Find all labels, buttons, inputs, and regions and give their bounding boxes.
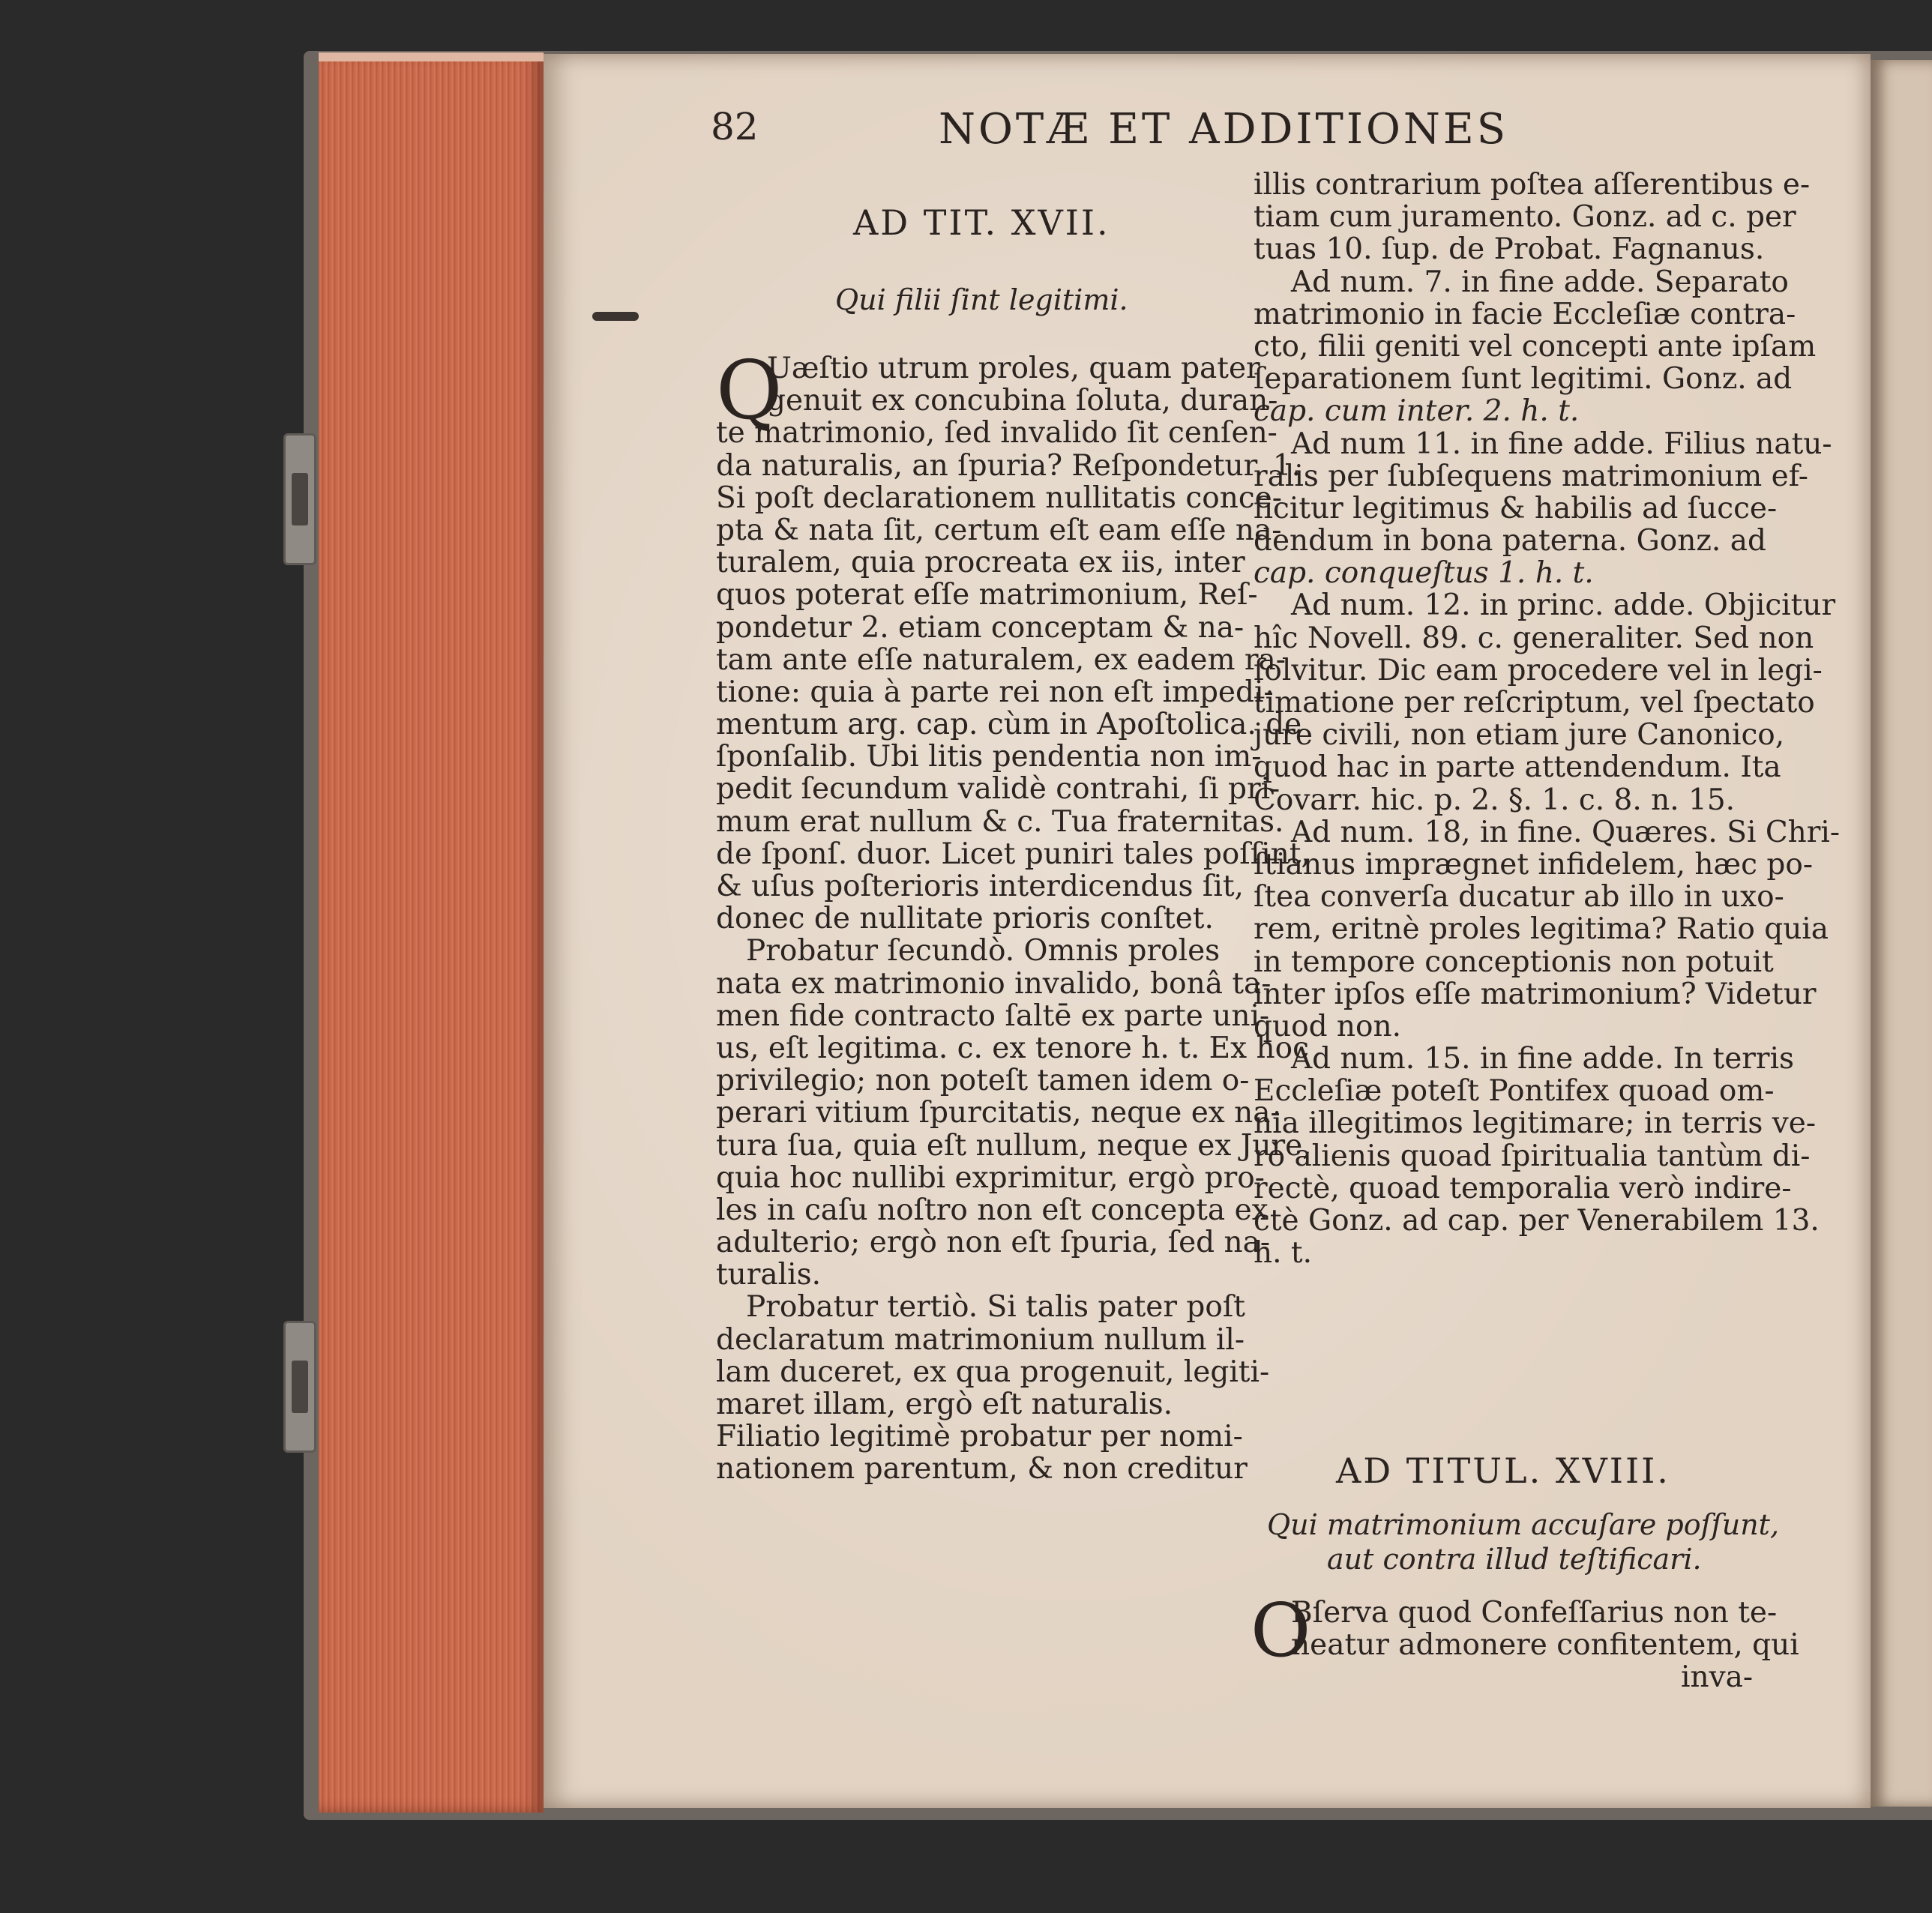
text-line: Covarr. hic. p. 2. §. 1. c. 8. n. 15. <box>1254 783 1736 817</box>
lower-clasp <box>283 1321 316 1453</box>
text-line: maret illam, ergò eſt naturalis. <box>716 1388 1173 1421</box>
text-line: Ad num. 18, in fine. Quæres. Si Chri- <box>1291 815 1841 849</box>
section-title-xvii: AD TIT. XVII. <box>853 202 1110 243</box>
text-line: tura ſua, quia eſt nullum, neque ex Jure, <box>716 1128 1312 1163</box>
text-line: mum erat nullum & c. Tua fraternitas. <box>716 804 1284 839</box>
text-line: te matrimonio, ſed invalido ſit cenſen- <box>716 416 1278 451</box>
section-subtitle-xvii: Qui filii ſint legitimi. <box>835 283 1128 316</box>
dropcap-q: Q <box>716 344 783 438</box>
text-line: h. t. <box>1254 1236 1312 1271</box>
text-line: Ad num. 15. in fine adde. In terris <box>1291 1042 1795 1076</box>
text-line: inter ipſos eſſe matrimonium? Videtur <box>1254 977 1817 1011</box>
text-line: cap. conqueſtus 1. h. t. <box>1254 556 1594 591</box>
page-number: 82 <box>711 105 759 148</box>
text-line: nia illegitimos legitimare; in terris ve- <box>1254 1106 1817 1141</box>
text-line: Si poſt declarationem nullitatis conce- <box>716 480 1282 515</box>
section-title-xviii: AD TITUL. XVIII. <box>1336 1450 1670 1491</box>
text-line: quod hac in parte attendendum. Ita <box>1254 750 1781 785</box>
text-line: ctè Gonz. ad cap. per Venerabilem 13. <box>1254 1204 1820 1238</box>
text-line: perari vitium ſpurcitatis, neque ex na- <box>716 1096 1281 1130</box>
text-line: ficitur legitimus & habilis ad ſucce- <box>1254 491 1778 525</box>
text-line: turalem, quia procreata ex iis, inter <box>716 546 1245 580</box>
text-line: jure civili, non etiam jure Canonico, <box>1254 718 1785 753</box>
text-line: turalis. <box>716 1258 822 1292</box>
text-line: quod non. <box>1254 1009 1402 1043</box>
section-subtitle-xviii-line2: aut contra illud teſtificari. <box>1327 1543 1702 1576</box>
text-line: declaratum matrimonium nullum il- <box>716 1322 1245 1357</box>
text-line: Eccleſiæ poteſt Pontifex quoad om- <box>1254 1074 1775 1109</box>
text-line: us, eſt legitima. c. ex tenore h. t. Ex hoc <box>716 1031 1309 1065</box>
text-line: pondetur 2. etiam conceptam & na- <box>716 610 1245 645</box>
text-line: mentum arg. cap. cùm in Apoſtolica. de <box>716 708 1302 742</box>
text-line: hîc Novell. 89. c. generaliter. Sed non <box>1254 621 1814 655</box>
text-line: nata ex matrimonio invalido, bonâ ta- <box>716 966 1272 1001</box>
text-line: tiam cum juramento. Gonz. ad c. per <box>1254 200 1796 235</box>
dropcap-o: O <box>1251 1588 1311 1674</box>
text-line: Probatur tertiò. Si talis pater poſt <box>746 1290 1245 1325</box>
text-line: ſtianus imprægnet infidelem, hæc po- <box>1254 847 1814 882</box>
text-line: lam duceret, ex qua progenuit, legiti- <box>716 1355 1270 1389</box>
text-line: privilegio; non poteſt tamen idem o- <box>716 1064 1250 1098</box>
text-line: Bſerva quod Confeſſarius non te- <box>1291 1596 1778 1630</box>
text-line: matrimonio in facie Eccleſiæ contra- <box>1254 297 1796 331</box>
ink-mark <box>592 312 639 321</box>
text-line: tione: quia à parte rei non eſt impedi- <box>716 675 1274 709</box>
running-head: NOTÆ ET ADDITIONES <box>939 105 1509 154</box>
text-line: Ad num. 7. in fine adde. Separato <box>1291 265 1789 299</box>
text-line: Probatur ſecundò. Omnis proles <box>746 934 1221 968</box>
upper-clasp <box>283 433 316 565</box>
text-line: Ad num. 12. in princ. adde. Objicitur <box>1291 588 1836 623</box>
text-line: timatione per reſcriptum, vel ſpectato <box>1254 686 1815 720</box>
text-line: da naturalis, an ſpuria? Reſpondetur. 1. <box>716 448 1301 483</box>
text-line: Filiatio legitimè probatur per nomi- <box>716 1420 1243 1454</box>
text-line: Ad num 11. in fine adde. Filius natu- <box>1291 427 1832 461</box>
text-line: nationem parentum, & non creditur <box>716 1452 1248 1486</box>
text-line: cap. cum inter. 2. h. t. <box>1254 394 1580 429</box>
left-column <box>716 344 1312 1486</box>
section-subtitle-xviii-line1: Qui matrimonium accuſare poſſunt, <box>1267 1508 1780 1541</box>
text-line: quia hoc nullibi exprimitur, ergò pro- <box>716 1160 1265 1195</box>
text-line: genuit ex concubina ſoluta, duran- <box>767 384 1278 418</box>
text-line: tuas 10. ſup. de Probat. Fagnanus. <box>1254 232 1765 267</box>
right-column-bottom <box>1291 1596 1799 1695</box>
text-line: cto, filii geniti vel concepti ante ipſam <box>1254 329 1817 364</box>
text-line: rem, eritnè proles legitima? Ratio quia <box>1254 912 1829 947</box>
text-line: quos poterat eſſe matrimonium, Reſ- <box>716 578 1258 612</box>
text-line: Uæſtio utrum proles, quam pater <box>767 352 1260 385</box>
text-line: adulterio; ergò non eſt ſpuria, ſed na- <box>716 1226 1271 1260</box>
text-line: ſolvitur. Dic eam procedere vel in legi- <box>1254 653 1823 687</box>
text-line: pedit ſecundum validè contrahi, ſi pri- <box>716 772 1281 807</box>
text-line: ſponſalib. Ubi litis pendentia non im- <box>716 740 1262 774</box>
page-block-top <box>319 52 544 61</box>
text-line: rectè, quoad temporalia verò indire- <box>1254 1171 1792 1205</box>
text-line: ralis per ſubſequens matrimonium ef- <box>1254 459 1808 493</box>
text-line: tam ante eſſe naturalem, ex eadem ra- <box>716 642 1286 677</box>
text-line: rò alienis quoad ſpiritualia tantùm di- <box>1254 1139 1811 1173</box>
text-line: neatur admonere confitentem, qui <box>1291 1628 1799 1663</box>
text-line: ſeparationem ſunt legitimi. Gonz. ad <box>1254 362 1793 397</box>
catchword: inva- <box>1681 1660 1754 1695</box>
right-page-edge <box>1871 60 1932 1807</box>
text-line: illis contrarium poſtea aſſerentibus e- <box>1254 168 1811 202</box>
text-line: & uſus poſterioris interdicendus ſit, <box>716 870 1244 903</box>
right-column <box>1254 168 1841 1271</box>
text-line: dendum in bona paterna. Gonz. ad <box>1254 524 1766 558</box>
text-line: in tempore conceptionis non potuit <box>1254 945 1774 979</box>
text-line: les in caſu noſtro non eſt concepta ex <box>716 1193 1269 1227</box>
text-line: ſtea converſa ducatur ab illo in uxo- <box>1254 880 1784 915</box>
text-line: men fide contracto ſaltē ex parte uni- <box>716 998 1270 1033</box>
text-line: de ſponſ. duor. Licet puniri tales poſſint, <box>716 837 1310 871</box>
page-edges <box>319 52 544 1813</box>
text-line: pta & nata ſit, certum eſt eam eſſe na- <box>716 513 1282 547</box>
text-line: donec de nullitate prioris conſtet. <box>716 902 1214 936</box>
